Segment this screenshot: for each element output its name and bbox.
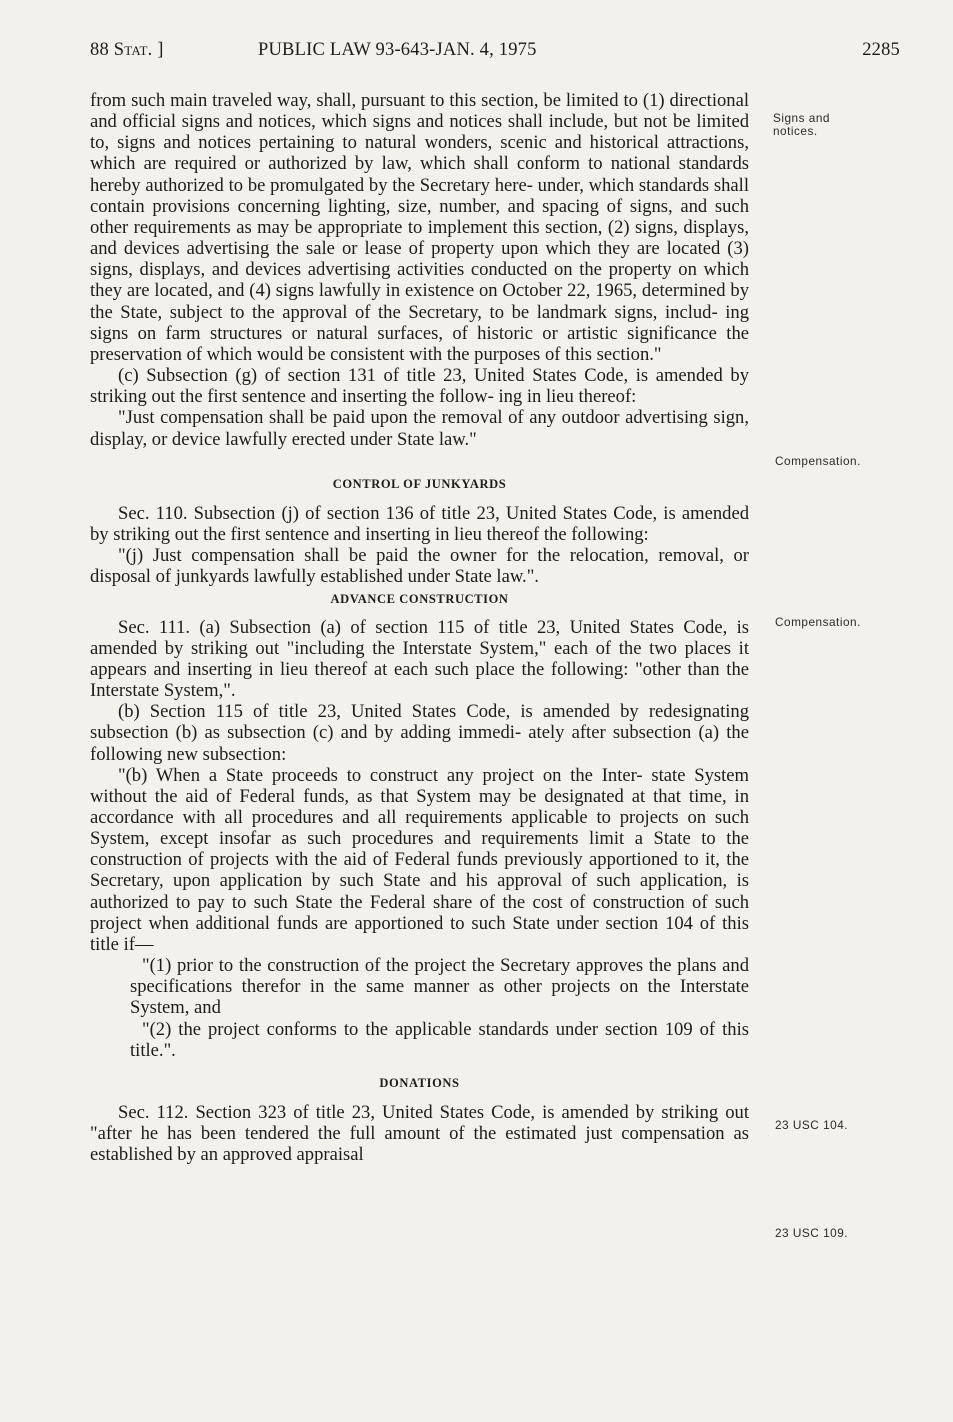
margin-note-compensation-1: Compensation. bbox=[775, 454, 861, 468]
heading-advance-construction: ADVANCE CONSTRUCTION bbox=[330, 592, 509, 607]
page-number: 2285 bbox=[862, 40, 900, 60]
margin-note-signs: Signs and notices. bbox=[773, 111, 830, 138]
margin-note-23-usc-104: 23 USC 104. bbox=[775, 1118, 849, 1132]
paragraph-just-compensation-quote: "Just compensation shall be paid upon the removal of any outdoor advertising sign, display, or device lawfully erected under State law." bbox=[90, 407, 749, 450]
heading-donations: DONATIONS bbox=[379, 1075, 460, 1090]
margin-note-23-usc-109: 23 USC 109. bbox=[775, 1226, 849, 1240]
paragraph-sec-111-b: (b) Section 115 of title 23, United States Code, is amended by redesignating subsection (b) as subsection (c) and by adding immedi- ately after subsection (a) the following new subsection: bbox=[90, 701, 749, 765]
paragraph-subsection-c: (c) Subsection (g) of section 131 of title 23, United States Code, is amended by striking out the first sentence and inserting the follow- ing in lieu thereof: bbox=[90, 365, 749, 408]
header-statute-ref: 88 Stat. ] bbox=[90, 40, 164, 60]
heading-control-of-junkyards: CONTROL OF JUNKYARDS bbox=[332, 476, 507, 491]
paragraph-clause-2: "(2) the project conforms to the applicable standards under section 109 of this title.". bbox=[130, 1018, 749, 1061]
header-title: PUBLIC LAW 93-643-JAN. 4, 1975 bbox=[258, 40, 537, 60]
paragraph-sec-111-a: Sec. 111. (a) Subsection (a) of section 115 of title 23, United States Code, is amended by striking out "including the Interstate System," each of the two places it appears and inserting in lieu thereof at each such place the following: "other than the Interstate System,". bbox=[90, 616, 749, 702]
paragraph-sec-112: Sec. 112. Section 323 of title 23, United States Code, is amended by striking out "after he has been tendered the full amount of the estimated just compensation as established by an approved appraisal bbox=[90, 1102, 749, 1166]
paragraph-subsection-j-quote: "(j) Just compensation shall be paid the owner for the relocation, removal, or disposal of junkyards lawfully established under State law.". bbox=[90, 545, 749, 588]
paragraph-new-subsection-b: "(b) When a State proceeds to construct any project on the Inter- state System without the aid of Federal funds, as that System may be designated at that time, in accordance with all procedures and all requirements applicable to projects on such System, except insofar as such procedures and requirements limit a State to the construction of projects with the aid of Federal funds previously apportioned to it, the Secretary, upon application by such State and his approval of such application, is authorized to pay to such State the Federal share of the cost of construction of such project when additional funds are apportioned to such State under section 104 of this title if— bbox=[90, 764, 749, 955]
margin-note-compensation-2: Compensation. bbox=[775, 615, 861, 629]
paragraph-sec-110: Sec. 110. Subsection (j) of section 136 of title 23, United States Code, is amended by striking out the first sentence and inserting in lieu thereof the following: bbox=[90, 502, 749, 545]
paragraph-clause-1: "(1) prior to the construction of the project the Secretary approves the plans and specifications therefor in the same manner as other projects on the Interstate System, and bbox=[130, 955, 749, 1019]
paragraph-signs-continued: from such main traveled way, shall, pursuant to this section, be limited to (1) directional and official signs and notices, which signs and notices shall include, but not be limited to, signs and notices pertaining to natural wonders, scenic and historical attractions, which are required or authorized by law, which shall conform to national standards hereby authorized to be promulgated by the Secretary here- under, which standards shall contain provisions concerning lighting, size, number, and spacing of signs, and such other requirements as may be appropriate to implement this section, (2) signs, displays, and devices advertising the sale or lease of property upon which they are located (3) signs, displays, and devices advertising activities conducted on the property on which they are located, and (4) signs lawfully in existence on October 22, 1965, determined by the State, subject to the approval of the Secretary, to be landmark signs, includ- ing signs on farm structures or natural surfaces, of historic or artistic significance the preservation of which would be consistent with the purposes of this section." bbox=[90, 90, 749, 365]
running-header bbox=[90, 40, 900, 70]
body-text bbox=[90, 90, 749, 1166]
